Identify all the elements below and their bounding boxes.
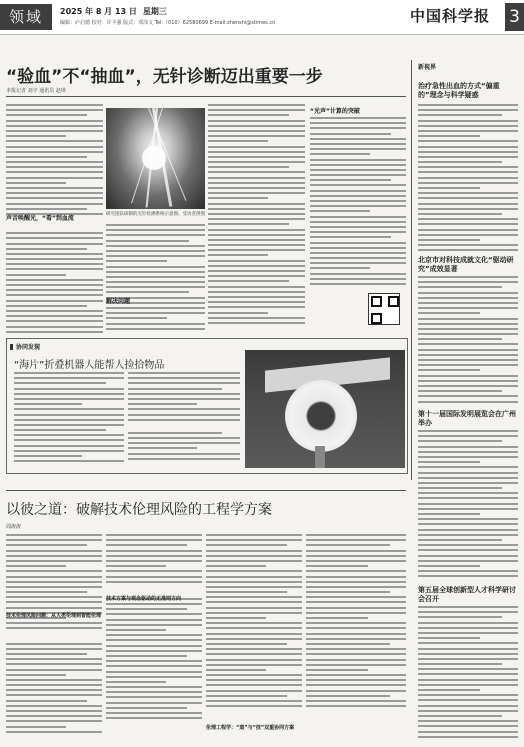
second-byline: 周涛涛 [6,524,22,530]
sidebar-body-1 [418,104,518,254]
sidebar-label: 新视界 [418,64,437,71]
box-body-column-2 [128,372,240,468]
headline-rule [6,96,406,97]
lead-body-column-4 [310,117,406,293]
sidebar-rule [411,60,412,480]
lead-subhead-3: 解决问题 [106,298,131,305]
sidebar-body-4 [418,606,518,744]
qr-code [368,293,400,325]
sidebar-headline-4: 第五届全球创新型人才科学研讨会召开 [418,586,516,603]
lead-headline: “验血”不“抽血”，无针诊断迈出重要一步 [6,67,323,87]
newspaper-masthead: 中国科学报 [410,7,491,25]
editor-info: 编辑：庐启德 校对：许丰强 版式：邓泽文 Tel:（010）62580699 E-mail:zhenshi@stimes.cn [60,20,276,26]
second-subhead-3: 伦理工程学：“道”与“技”双重协同方案 [206,725,295,731]
second-body-column-3 [206,534,302,744]
dateline [60,6,173,17]
sidebar-headline-2: 北京市对科技成就文化“驱动研究”成效显著 [418,256,514,273]
lead-subhead-2: “光声”计算的突破 [310,108,360,115]
page-header [0,0,524,35]
sidebar-body-3 [418,430,518,580]
second-headline: 以彼之道：破解技术伦理风险的工程学方案 [6,502,272,518]
lead-body-column-3 [208,104,305,336]
issue-date: 2025 年 8 月 13 日 [60,7,137,16]
second-body-column-4 [306,534,406,744]
second-body-column-1 [6,534,102,744]
section-label: 领域 [0,4,52,30]
second-subhead-1: 技术伦理风险问题：从人类伦理到智能伦理 [6,613,102,619]
lead-photo [106,108,205,209]
lead-photo-caption: 研究团队研制的无针检测系统示意图。受访者供图 [106,212,205,217]
box-tag: 协同发现 [10,342,40,351]
section-rule [6,490,406,491]
lead-subhead-1: 声音唤醒光，“看”到血流 [6,215,74,222]
robot-photo [245,350,405,468]
sidebar-headline-1: 治疗急性出血的方式“偏重的”理念与科学疑惑 [418,82,500,99]
issue-weekday: 星期三 [142,7,167,16]
second-subhead-2: 技术方案与观念驱动的无准则方向 [106,596,182,602]
box-headline: “海片”折叠机器人能帮人捡拾物品 [14,360,165,371]
sidebar-headline-3: 第十一届国际发明展览会在广州举办 [418,410,516,427]
second-body-column-2 [106,534,202,744]
lead-byline: 本报记者 刘宇 通讯员 赵琪 [6,88,66,94]
lead-body-column-2 [106,224,205,336]
sidebar-body-2 [418,276,518,404]
box-body-column-1 [14,372,124,468]
page-number: 3 [505,3,524,31]
